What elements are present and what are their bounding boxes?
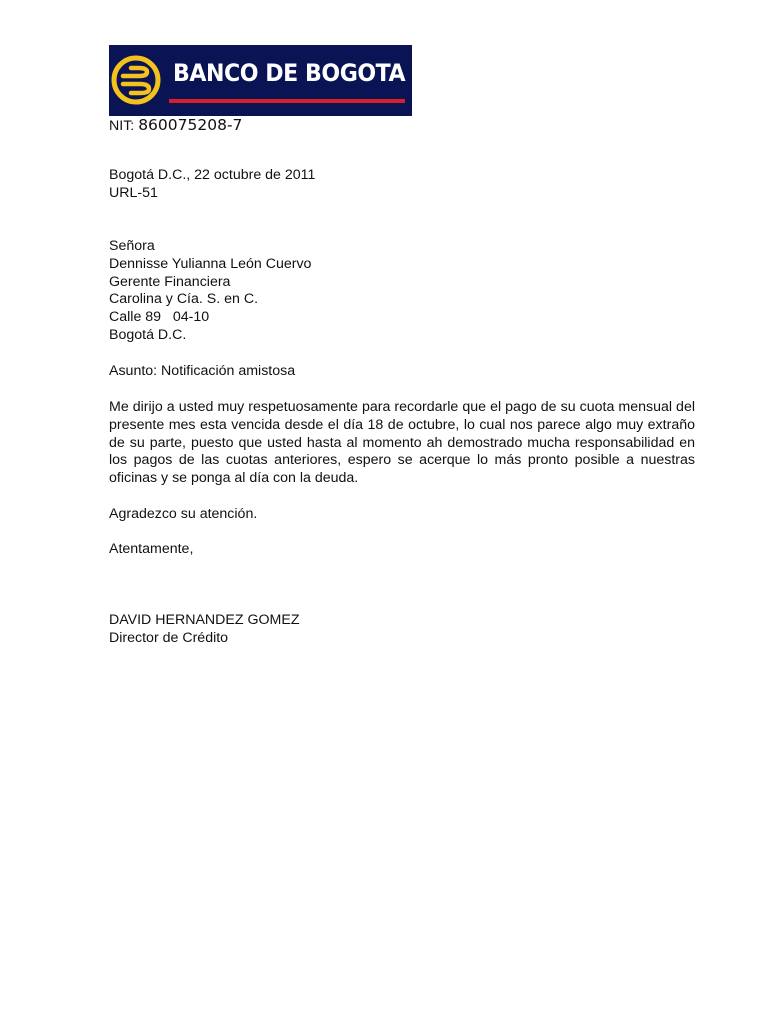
nit-value: 860075208-7 (138, 116, 243, 134)
bank-logo (109, 45, 412, 116)
signatory-title: Director de Crédito (109, 629, 229, 646)
bank-name: BANCO DE BOGOTA (173, 59, 406, 87)
nit-line (109, 117, 242, 136)
recipient-city: Bogotá D.C. (109, 326, 187, 343)
thanks-text: Agradezco su atención. (109, 506, 258, 522)
recipient-address: Calle 89 04-10 (109, 309, 210, 326)
body-paragraph: Me dirijo a usted muy respetuosamente para recordarle que el pago de su cuota mensual del presente mes esta vencida desde el día 18 de octubre, lo cual nos parece algo muy extraño de su parte, puesto que usted hasta al momento ah demostrado mucha responsabilidad en los pagos de las cuotas anteriores, espero se acerque lo más pronto posible a nuestras oficinas y se ponga al día con la deuda. (109, 399, 695, 487)
date-reference-block (109, 167, 315, 203)
signatory-name: DAVID HERNANDEZ GOMEZ (109, 612, 300, 628)
recipient-title: Gerente Financiera (109, 273, 231, 290)
nit-label: NIT: (109, 118, 135, 134)
thanks-line (109, 506, 257, 524)
recipient-name: Dennisse Yulianna León Cuervo (109, 255, 312, 272)
subject-line (109, 363, 295, 381)
logo-red-stripe (169, 99, 405, 103)
closing-text: Atentamente, (109, 541, 194, 557)
subject-text: Asunto: Notificación amistosa (109, 363, 296, 379)
reference-code: URL-51 (109, 184, 158, 201)
recipient-salutation: Señora (109, 238, 155, 254)
signature-block (109, 612, 300, 648)
closing-line (109, 541, 193, 559)
recipient-block (109, 238, 311, 345)
banco-de-bogota-b-emblem-icon (109, 45, 169, 116)
place-date: Bogotá D.C., 22 octubre de 2011 (109, 167, 316, 183)
recipient-company: Carolina y Cía. S. en C. (109, 291, 259, 308)
